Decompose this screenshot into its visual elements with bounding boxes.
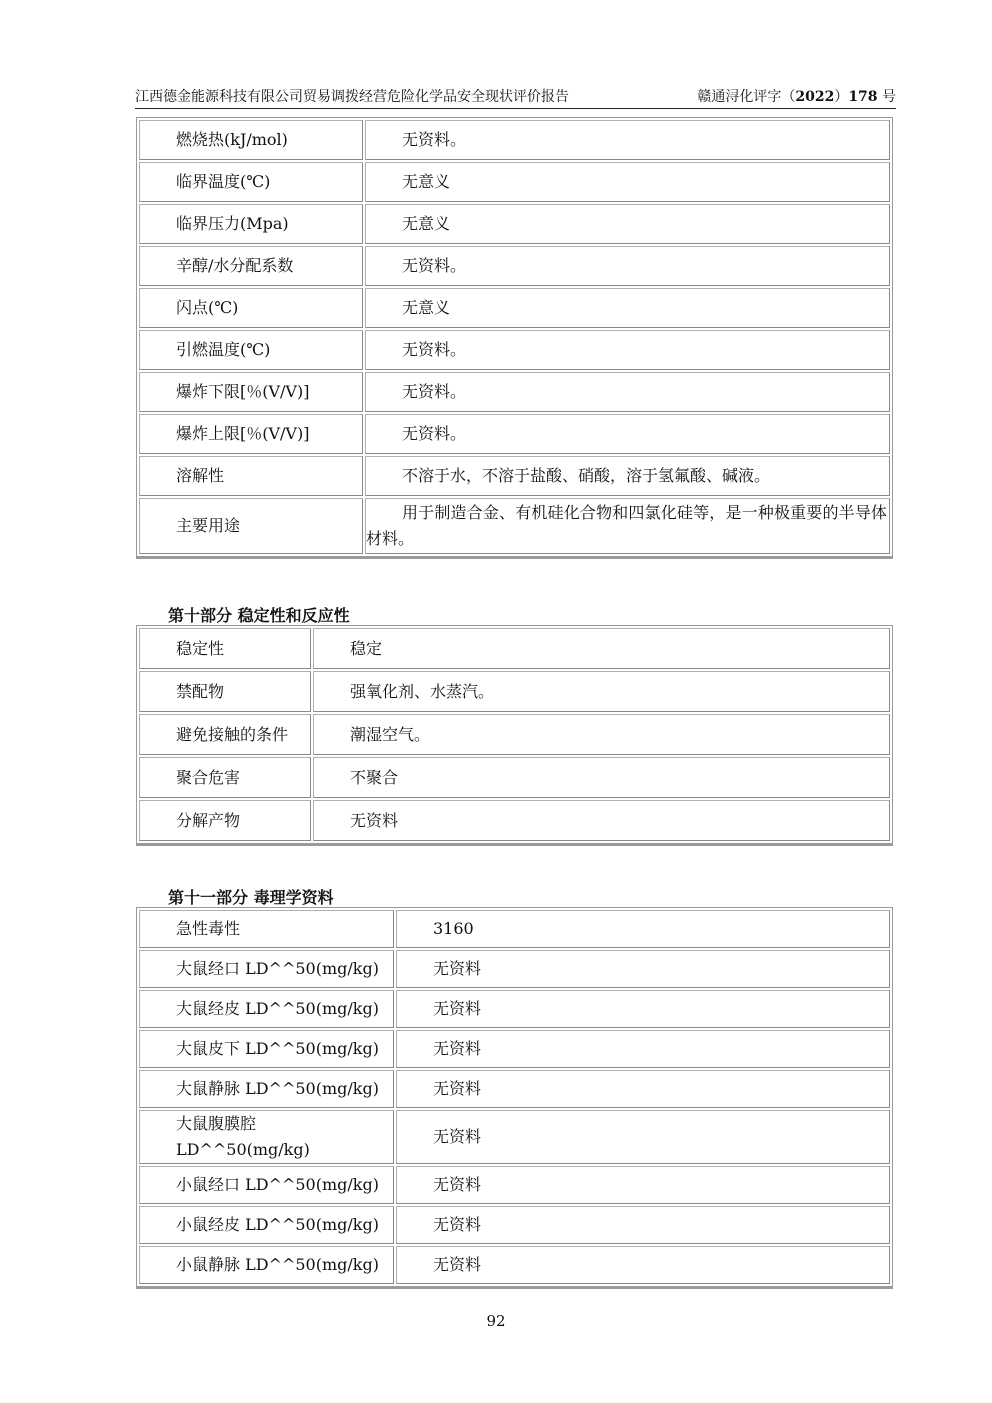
property-value: 无资料。 bbox=[365, 246, 890, 286]
table-row bbox=[139, 1070, 890, 1108]
property-name: 临界温度(℃) bbox=[139, 162, 363, 202]
table-row bbox=[139, 1246, 890, 1284]
property-value: 不溶于水，不溶于盐酸、硝酸，溶于氢氟酸、碱液。 bbox=[365, 456, 890, 496]
table-row bbox=[139, 714, 890, 755]
property-value: 无资料。 bbox=[365, 330, 890, 370]
table-row bbox=[139, 1166, 890, 1204]
property-name: 分解产物 bbox=[139, 800, 311, 841]
property-name: 燃烧热(kJ/mol) bbox=[139, 120, 363, 160]
report-number: 赣通浔化评字（2022）178 号 bbox=[697, 89, 896, 105]
property-name: 聚合危害 bbox=[139, 757, 311, 798]
property-name: 大鼠静脉 LD^^50(mg/kg) bbox=[139, 1070, 394, 1108]
table-row bbox=[139, 204, 890, 244]
property-value: 无资料。 bbox=[365, 414, 890, 454]
table-row bbox=[139, 162, 890, 202]
property-value: 无资料。 bbox=[365, 372, 890, 412]
table-row bbox=[139, 288, 890, 328]
property-value: 无资料 bbox=[313, 800, 890, 841]
property-name: 辛醇/水分配系数 bbox=[139, 246, 363, 286]
table-row bbox=[139, 330, 890, 370]
property-value: 不聚合 bbox=[313, 757, 890, 798]
property-name: 主要用途 bbox=[139, 498, 363, 554]
property-value: 无资料 bbox=[396, 1166, 890, 1204]
property-name: 小鼠经皮 LD^^50(mg/kg) bbox=[139, 1206, 394, 1244]
page-number: 92 bbox=[486, 1312, 506, 1330]
property-value: 强氧化剂、水蒸汽。 bbox=[313, 671, 890, 712]
property-value: 潮湿空气。 bbox=[313, 714, 890, 755]
table-row bbox=[139, 1110, 890, 1164]
table-row bbox=[139, 757, 890, 798]
property-name: 小鼠经口 LD^^50(mg/kg) bbox=[139, 1166, 394, 1204]
table-row bbox=[139, 246, 890, 286]
table-row bbox=[139, 950, 890, 988]
table-row bbox=[139, 456, 890, 496]
property-value: 无资料 bbox=[396, 950, 890, 988]
table-row bbox=[139, 910, 890, 948]
toxicology-table bbox=[136, 907, 893, 1289]
property-value: 无资料。 bbox=[365, 120, 890, 160]
property-name: 临界压力(Mpa) bbox=[139, 204, 363, 244]
property-name: 引燃温度(℃) bbox=[139, 330, 363, 370]
table-row bbox=[139, 671, 890, 712]
physical-properties-table bbox=[136, 117, 893, 559]
table-row bbox=[139, 628, 890, 669]
property-value: 无资料 bbox=[396, 1070, 890, 1108]
section-title: 第十部分 稳定性和反应性 bbox=[168, 606, 350, 625]
property-name: 稳定性 bbox=[139, 628, 311, 669]
property-name: 溶解性 bbox=[139, 456, 363, 496]
property-name: 小鼠静脉 LD^^50(mg/kg) bbox=[139, 1246, 394, 1284]
table-row bbox=[139, 1030, 890, 1068]
property-value: 无资料 bbox=[396, 990, 890, 1028]
table-row bbox=[139, 372, 890, 412]
property-name: 爆炸上限[％(V/V)] bbox=[139, 414, 363, 454]
property-value: 无资料 bbox=[396, 1206, 890, 1244]
table-row bbox=[139, 800, 890, 841]
property-value: 无意义 bbox=[365, 204, 890, 244]
property-value: 无资料 bbox=[396, 1110, 890, 1164]
table-row bbox=[139, 120, 890, 160]
property-name: 大鼠经口 LD^^50(mg/kg) bbox=[139, 950, 394, 988]
property-name: 急性毒性 bbox=[139, 910, 394, 948]
property-value: 无意义 bbox=[365, 288, 890, 328]
property-name: 避免接触的条件 bbox=[139, 714, 311, 755]
page-header bbox=[135, 86, 896, 109]
section-title: 第十一部分 毒理学资料 bbox=[168, 888, 334, 907]
property-value: 3160 bbox=[396, 910, 890, 948]
property-value: 无资料 bbox=[396, 1246, 890, 1284]
table-row bbox=[139, 1206, 890, 1244]
property-name: 大鼠腹膜腔 LD^^50(mg/kg) bbox=[139, 1110, 394, 1164]
property-name: 禁配物 bbox=[139, 671, 311, 712]
stability-table bbox=[136, 625, 893, 846]
property-value: 用于制造合金、有机硅化合物和四氯化硅等，是一种极重要的半导体材料。 bbox=[365, 498, 890, 554]
table-row bbox=[139, 990, 890, 1028]
table-row bbox=[139, 414, 890, 454]
property-name: 闪点(℃) bbox=[139, 288, 363, 328]
table-row bbox=[139, 498, 890, 554]
report-title: 江西德金能源科技有限公司贸易调拨经营危险化学品安全现状评价报告 bbox=[135, 89, 569, 105]
property-name: 爆炸下限[％(V/V)] bbox=[139, 372, 363, 412]
property-name: 大鼠皮下 LD^^50(mg/kg) bbox=[139, 1030, 394, 1068]
property-value: 无意义 bbox=[365, 162, 890, 202]
property-value: 稳定 bbox=[313, 628, 890, 669]
property-name: 大鼠经皮 LD^^50(mg/kg) bbox=[139, 990, 394, 1028]
property-value: 无资料 bbox=[396, 1030, 890, 1068]
